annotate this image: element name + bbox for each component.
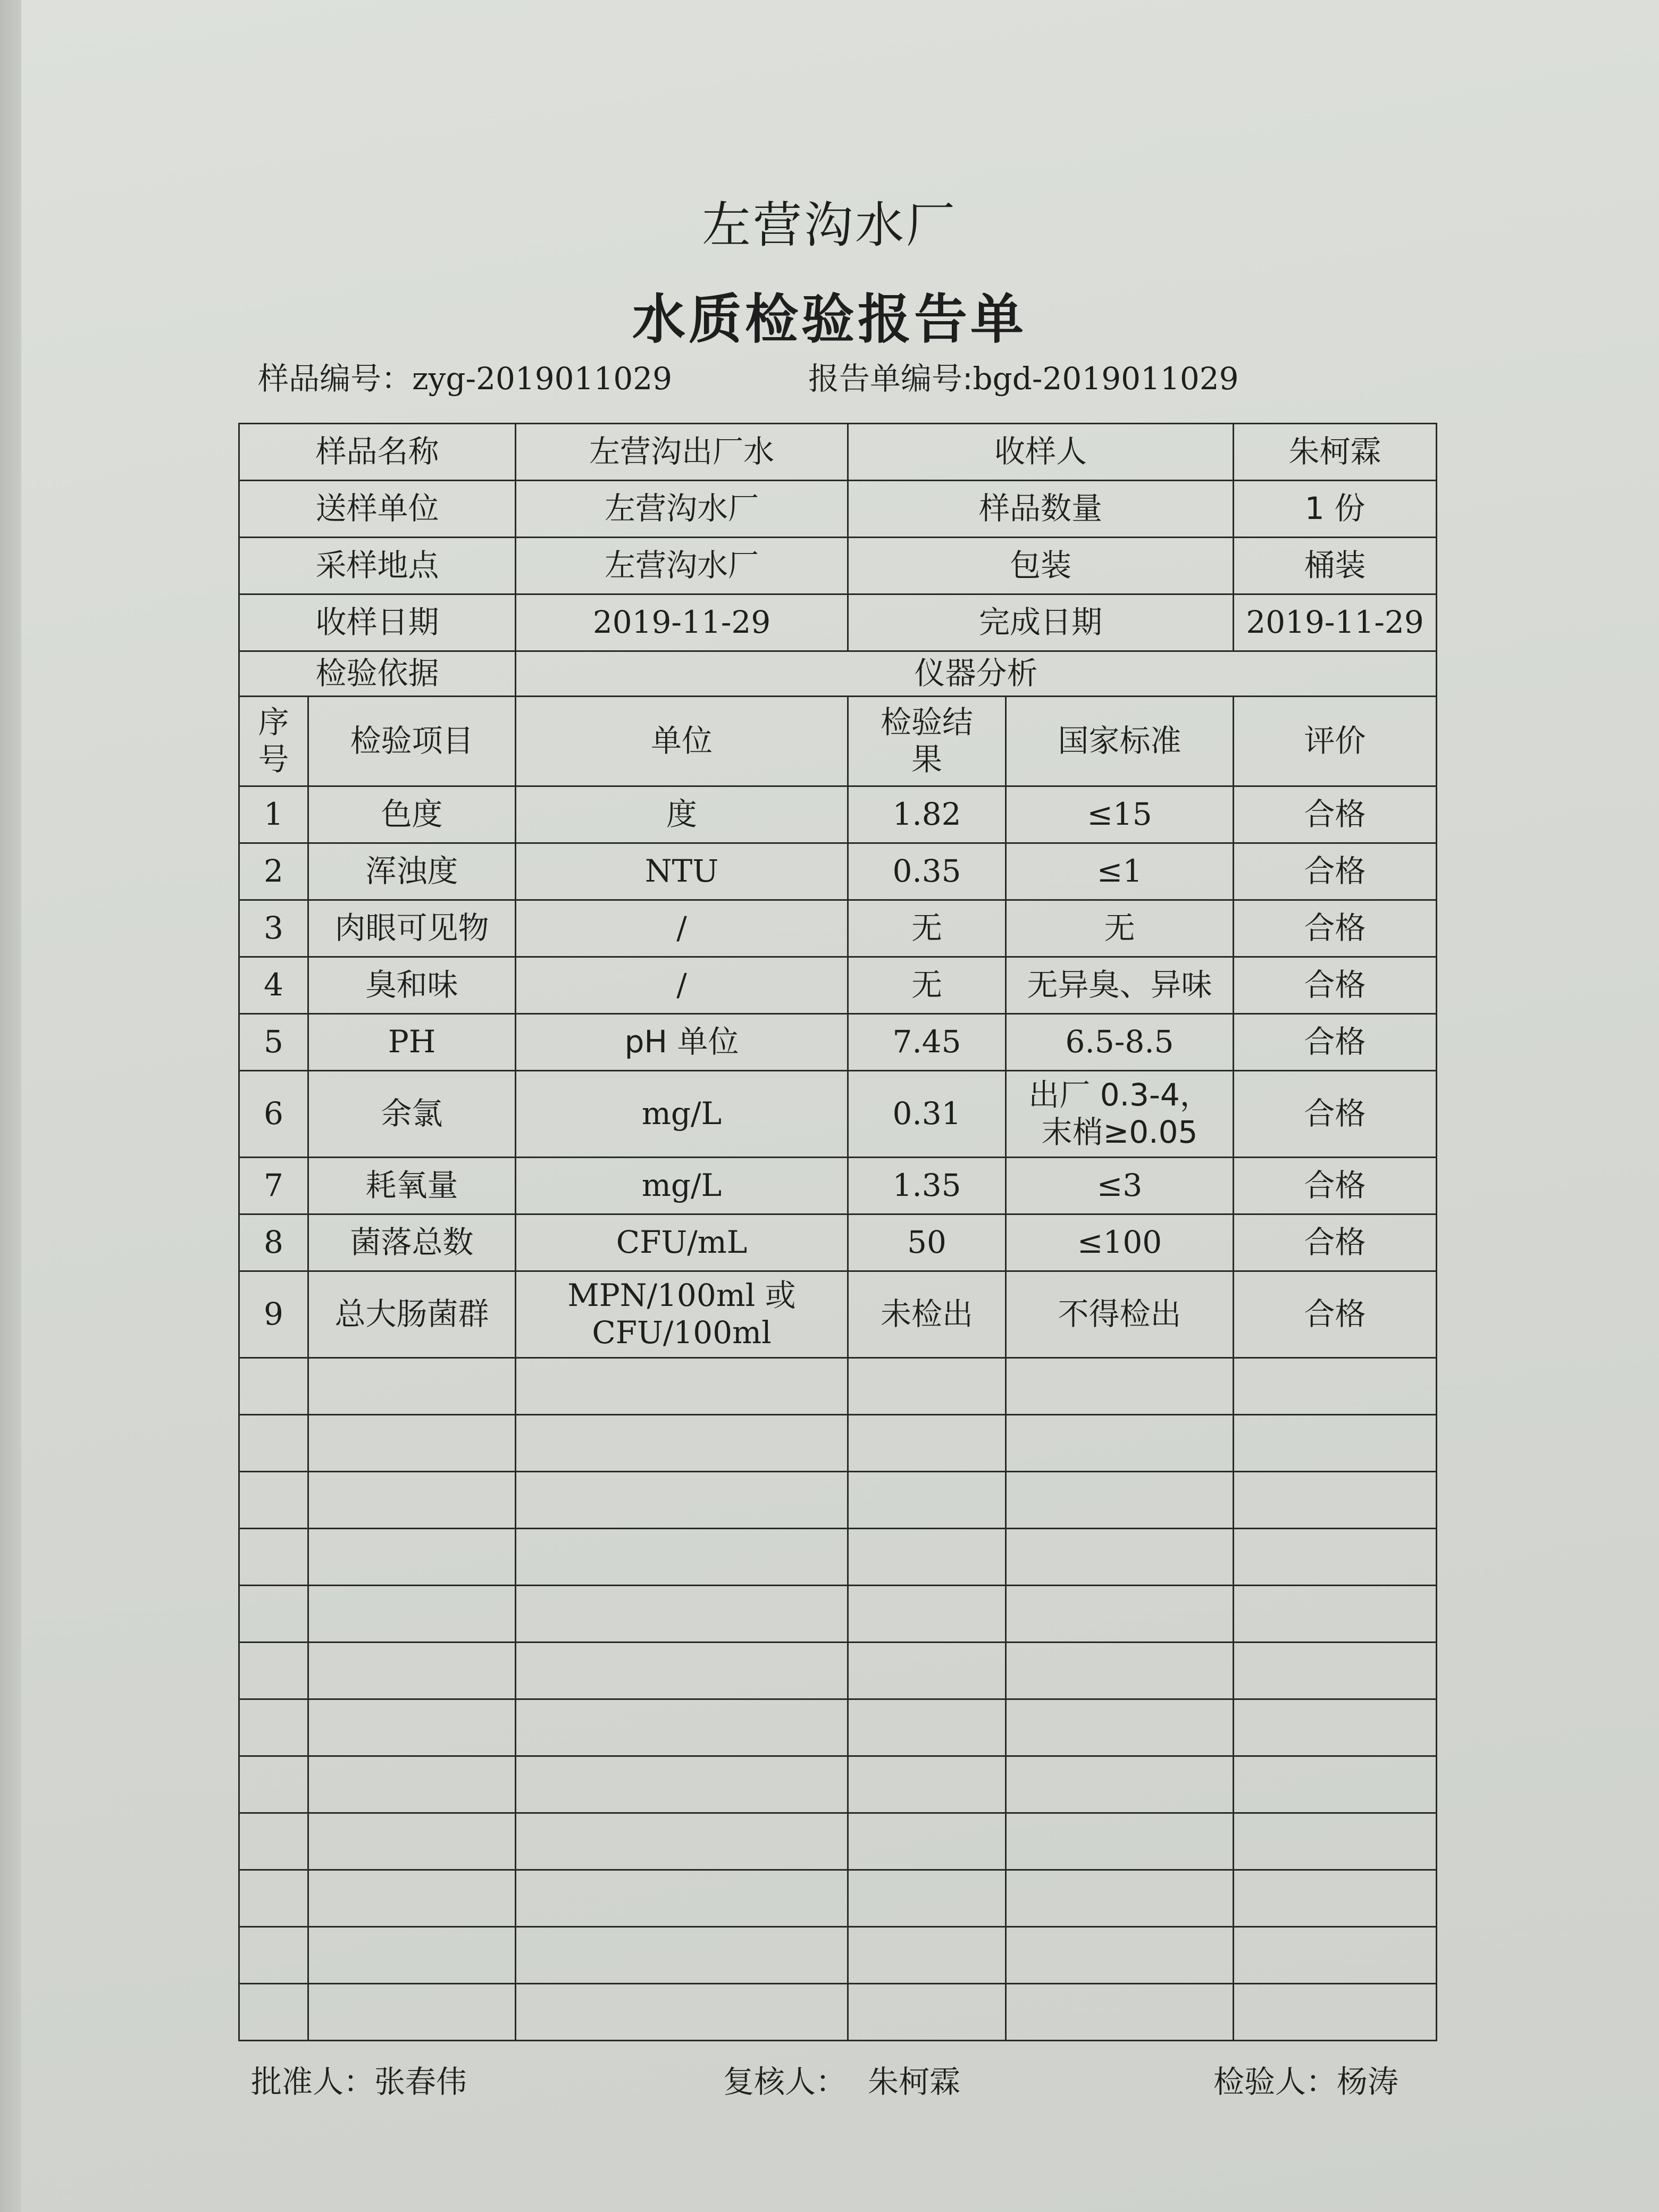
empty-row bbox=[239, 1358, 1437, 1415]
sample-code-label: 样品编号： bbox=[258, 361, 413, 397]
row-item: 余氯 bbox=[308, 1071, 516, 1158]
table-row bbox=[239, 1271, 1437, 1358]
row-result: 1.35 bbox=[848, 1158, 1006, 1214]
report-code-line bbox=[808, 354, 1239, 398]
row-evaluation: 合格 bbox=[1234, 1214, 1437, 1271]
table-row bbox=[239, 1014, 1437, 1071]
row-no: 4 bbox=[239, 957, 308, 1014]
row-result: 无 bbox=[848, 957, 1006, 1014]
row-unit: CFU/mL bbox=[516, 1214, 848, 1271]
info-row-basis bbox=[239, 651, 1437, 697]
row-standard: 无异臭、异味 bbox=[1006, 957, 1234, 1014]
sample-name-label: 样品名称 bbox=[239, 424, 516, 481]
row-standard-line1: 出厂 0.3-4， bbox=[1028, 1077, 1211, 1113]
basis-value: 仪器分析 bbox=[516, 651, 1437, 697]
row-evaluation: 合格 bbox=[1234, 1158, 1437, 1214]
empty-row bbox=[239, 1756, 1437, 1813]
receive-date-label: 收样日期 bbox=[239, 594, 516, 651]
reviewer-signature bbox=[723, 2057, 960, 2101]
table-row bbox=[239, 843, 1437, 900]
row-no: 1 bbox=[239, 786, 308, 843]
inspector-signature bbox=[1213, 2057, 1398, 2101]
reviewer-label: 复核人： bbox=[723, 2064, 847, 2100]
table-row bbox=[239, 1158, 1437, 1214]
column-header-row bbox=[239, 697, 1437, 786]
report-code-value: bgd-2019011029 bbox=[973, 361, 1239, 397]
sample-code-value: zyg-2019011029 bbox=[412, 361, 673, 397]
row-evaluation: 合格 bbox=[1234, 1271, 1437, 1358]
row-no: 3 bbox=[239, 900, 308, 957]
row-evaluation: 合格 bbox=[1234, 786, 1437, 843]
row-item: 总大肠菌群 bbox=[308, 1271, 516, 1358]
row-evaluation: 合格 bbox=[1234, 1014, 1437, 1071]
table-row bbox=[239, 957, 1437, 1014]
row-result: 0.35 bbox=[848, 843, 1006, 900]
table-row bbox=[239, 1214, 1437, 1271]
row-unit-line1: MPN/100ml 或 bbox=[567, 1277, 796, 1314]
col-header-unit: 单位 bbox=[516, 697, 848, 786]
info-row-location bbox=[239, 538, 1437, 594]
packaging-label: 包装 bbox=[848, 538, 1234, 594]
empty-row bbox=[239, 1529, 1437, 1586]
row-result: 1.82 bbox=[848, 786, 1006, 843]
info-row-sample-name bbox=[239, 424, 1437, 481]
location-label: 采样地点 bbox=[239, 538, 516, 594]
organization-title: 左营沟水厂 bbox=[701, 197, 957, 254]
row-standard: 6.5-8.5 bbox=[1006, 1014, 1234, 1071]
finish-date-value: 2019-11-29 bbox=[1234, 594, 1437, 651]
row-item: PH bbox=[308, 1014, 516, 1071]
row-evaluation: 合格 bbox=[1234, 1071, 1437, 1158]
row-unit: / bbox=[516, 957, 848, 1014]
table-row bbox=[239, 1071, 1437, 1158]
quantity-label: 样品数量 bbox=[848, 481, 1234, 538]
empty-row bbox=[239, 1984, 1437, 2041]
info-row-dates bbox=[239, 594, 1437, 651]
location-value: 左营沟水厂 bbox=[516, 538, 848, 594]
row-no: 6 bbox=[239, 1071, 308, 1158]
row-unit: / bbox=[516, 900, 848, 957]
reviewer-name: 朱柯霖 bbox=[868, 2064, 961, 2100]
sample-code-line bbox=[258, 354, 672, 398]
col-header-evaluation: 评价 bbox=[1234, 697, 1437, 786]
info-row-sender bbox=[239, 481, 1437, 538]
basis-label: 检验依据 bbox=[239, 651, 516, 697]
row-no: 9 bbox=[239, 1271, 308, 1358]
row-unit: mg/L bbox=[516, 1071, 848, 1158]
row-result: 7.45 bbox=[848, 1014, 1006, 1071]
row-unit: NTU bbox=[516, 843, 848, 900]
row-unit: mg/L bbox=[516, 1158, 848, 1214]
row-standard: ≤3 bbox=[1006, 1158, 1234, 1214]
empty-row bbox=[239, 1699, 1437, 1756]
row-evaluation: 合格 bbox=[1234, 957, 1437, 1014]
row-standard bbox=[1006, 1071, 1234, 1158]
row-no: 5 bbox=[239, 1014, 308, 1071]
col-header-result: 检验结果 bbox=[848, 697, 1006, 786]
row-result: 未检出 bbox=[848, 1271, 1006, 1358]
col-header-item: 检验项目 bbox=[308, 697, 516, 786]
row-standard: ≤15 bbox=[1006, 786, 1234, 843]
row-standard: ≤100 bbox=[1006, 1214, 1234, 1271]
row-standard: 不得检出 bbox=[1006, 1271, 1234, 1358]
row-item: 肉眼可见物 bbox=[308, 900, 516, 957]
document-title: 水质检验报告单 bbox=[632, 288, 1027, 350]
empty-row bbox=[239, 1586, 1437, 1643]
report-code-label: 报告单编号: bbox=[808, 361, 973, 397]
row-result: 0.31 bbox=[848, 1071, 1006, 1158]
row-standard: 无 bbox=[1006, 900, 1234, 957]
sample-name-value: 左营沟出厂水 bbox=[516, 424, 848, 481]
row-item: 浑浊度 bbox=[308, 843, 516, 900]
receiver-label: 收样人 bbox=[848, 424, 1234, 481]
row-item: 色度 bbox=[308, 786, 516, 843]
approver-label: 批准人： bbox=[251, 2064, 375, 2100]
row-item: 臭和味 bbox=[308, 957, 516, 1014]
row-standard: ≤1 bbox=[1006, 843, 1234, 900]
row-unit: 度 bbox=[516, 786, 848, 843]
table-row bbox=[239, 786, 1437, 843]
packaging-value: 桶装 bbox=[1234, 538, 1437, 594]
row-no: 7 bbox=[239, 1158, 308, 1214]
sender-label: 送样单位 bbox=[239, 481, 516, 538]
row-unit: pH 单位 bbox=[516, 1014, 848, 1071]
finish-date-label: 完成日期 bbox=[848, 594, 1234, 651]
row-item: 耗氧量 bbox=[308, 1158, 516, 1214]
row-no: 2 bbox=[239, 843, 308, 900]
row-no: 8 bbox=[239, 1214, 308, 1271]
empty-row bbox=[239, 1870, 1437, 1927]
table-row bbox=[239, 900, 1437, 957]
receive-date-value: 2019-11-29 bbox=[516, 594, 848, 651]
row-standard-line2: 末梢≥0.05 bbox=[1041, 1114, 1198, 1150]
col-header-standard: 国家标准 bbox=[1006, 697, 1234, 786]
row-item: 菌落总数 bbox=[308, 1214, 516, 1271]
row-unit bbox=[516, 1271, 848, 1358]
empty-row bbox=[239, 1927, 1437, 1984]
quantity-value: 1 份 bbox=[1234, 481, 1437, 538]
sender-value: 左营沟水厂 bbox=[516, 481, 848, 538]
empty-row bbox=[239, 1643, 1437, 1699]
empty-row bbox=[239, 1813, 1437, 1870]
row-result: 50 bbox=[848, 1214, 1006, 1271]
col-header-no: 序号 bbox=[239, 697, 308, 786]
inspector-label: 检验人： bbox=[1213, 2064, 1337, 2100]
approver-signature bbox=[251, 2057, 467, 2101]
receiver-value: 朱柯霖 bbox=[1234, 424, 1437, 481]
approver-name: 张春伟 bbox=[374, 2064, 467, 2100]
inspection-table bbox=[238, 423, 1437, 2041]
row-evaluation: 合格 bbox=[1234, 843, 1437, 900]
empty-row bbox=[239, 1415, 1437, 1472]
row-evaluation: 合格 bbox=[1234, 900, 1437, 957]
inspector-name: 杨涛 bbox=[1337, 2064, 1399, 2100]
row-result: 无 bbox=[848, 900, 1006, 957]
row-unit-line2: CFU/100ml bbox=[592, 1314, 772, 1351]
empty-row bbox=[239, 1472, 1437, 1529]
